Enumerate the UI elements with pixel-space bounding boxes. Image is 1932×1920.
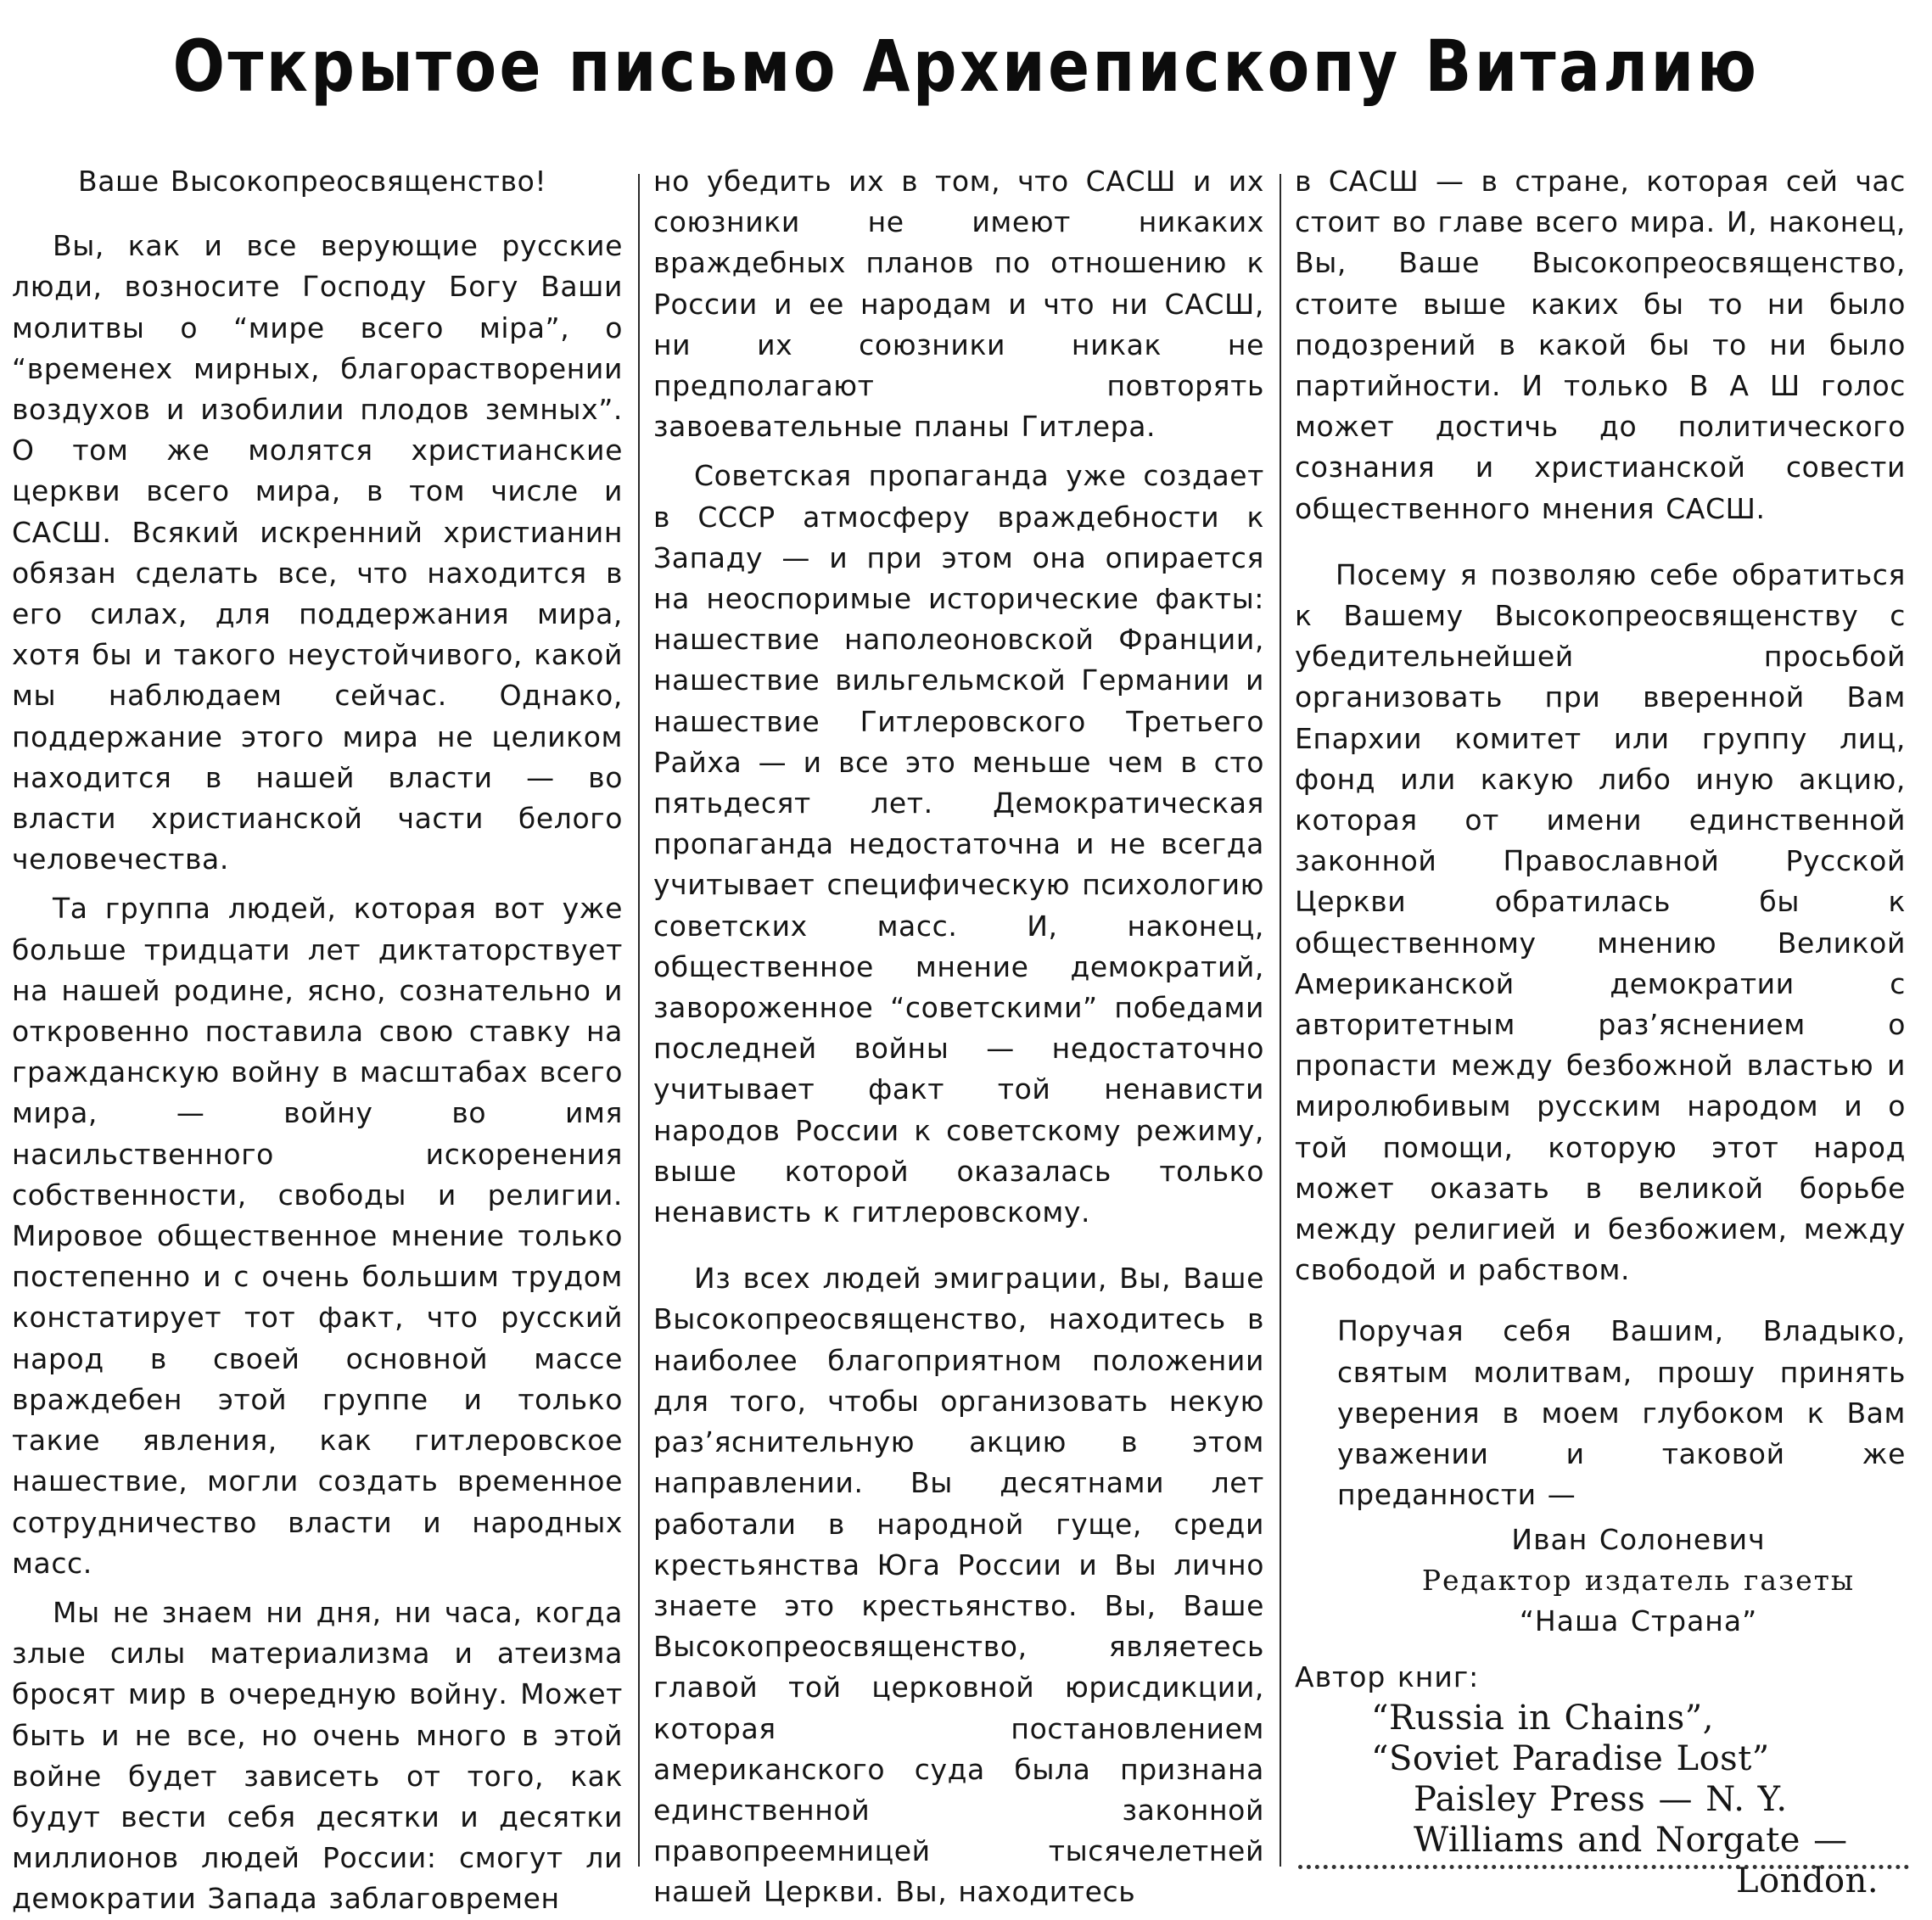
article-column-3 [1295,161,1906,1901]
signer-name: Иван Солоневич [1511,1522,1766,1556]
book-title: “Soviet Paradise Lost” [1371,1739,1770,1779]
book-publisher: Williams and Norgate — [1414,1821,1848,1861]
paragraph: Вы, как и все верующие русские люди, возносите Господу Богу Ваши молитвы о “мире всего міра”, о “временех мирных, благорастворении воздухов и изобилии плодов земных”. О том же молятся христианские церкви всего мира, в том числе и САСШ. Всякий искренний христианин обязан сделать все, что находится в его силах, для поддержания мира, хотя бы и такого неустойчивого, какой мы наблюдаем сейчас. Однако, поддержание этого мира не целиком находится в нашей власти — во власти христианской части белого человечества. [12,229,623,876]
paragraph: Советская пропаганда уже создает в СССР атмосферу враждебности к Западу — и при этом она опирается на неоспоримые исторические факты: нашествие наполеоновской Франции, нашествие вильгельмской Германии и нашествие Гитлеровского Третьего Райха — и все это меньше чем в сто пятьдесят лет. Демократическая пропаганда недостаточна и не всегда учитывает специфическую психологию советских масс. И, наконец, общественное мнение демократий, завороженное “советскими” победами последней войны — недостаточно учитывает факт той ненависти народов России к советскому режиму, выше которой оказалась только ненависть к гитлеровскому. [653,459,1264,1229]
newspaper-name: “Наша Страна” [1519,1604,1758,1637]
paragraph: Посему я позволяю себе обратиться к Вашему Высокопреосвященству с убедительнейшей просьбой организовать при вверенной Вам Епархии комитет или группу лиц, фонд или какую либо иную акцию, которая от имени единственной законной Православной Русской Церкви обратилась бы к общественному мнению Великой Американской демократии с авторитетным раз’яснением о пропасти между безбожной властью и миролюбивым русским народом и о той помощи, которую этот народ может оказать в великой борьбе между религией и безбожием, между свободой и рабством. [1295,557,1906,1287]
paragraph: в САСШ — в стране, которая сей час стоит во главе всего мира. И, наконец, Вы, Ваше Высокопреосвященство, стоите выше каких бы то ни было подозрений в какой бы то ни было партийности. И только В А Ш голос может достичь до политического сознания и христианской совести общественного мнения САСШ. [1295,165,1906,525]
salutation: Ваше Высокопреосвященство! [78,165,547,198]
books-label: Автор книг: [1295,1660,1480,1694]
page-title: Открытое письмо Архиепископу Виталию [172,25,1760,108]
article-column-2 [653,161,1264,1913]
column-divider-1 [638,174,640,1867]
paragraph: но убедить их в том, что САСШ и их союзники не имеют никаких враждебных планов по отношению к России и ее народам и что ни САСШ, ни их союзники никак не предполагают повторять завоевательные планы Гитлера. [653,165,1264,444]
book-title: “Russia in Chains”, [1371,1699,1714,1738]
book-publisher: Paisley Press — N. Y. [1414,1780,1788,1820]
article-column-1 [12,161,623,1920]
signer-title: Редактор издатель газеты [1421,1563,1856,1597]
paragraph: Мы не знаем ни дня, ни часа, когда злые силы материализма и атеизма бросят мир в очередную войну. Может быть и не все, но очень много в этой войне будет зависеть от того, как будут вести себя десятки и десятки миллионов людей России: смогут ли демократии Запада заблаговремен [12,1595,623,1916]
signature-block [1295,1311,1906,1901]
book-publisher-city: London. [1736,1861,1879,1901]
paragraph: Из всех людей эмиграции, Вы, Ваше Высокопреосвященство, находитесь в наиболее благоприятном положении для того, чтобы организовать некую раз’яснительную акцию в этом направлении. Вы десятнами лет работали в народной гуще, среди крестьянства Юга России и Вы лично знаете это крестьянство. Вы, Ваше Высокопреосвященство, являетесь главой той церковной юрисдикции, которая постановлением американского суда была признана единственной законной правопреемницей тысячелетней нашей Церкви. Вы, находитесь [653,1262,1264,1909]
closing-text: Поручая себя Вашим, Владыко, святым молитвам, прошу принять уверения в моем глубоком к Вам уважении и таковой же преданности — [1337,1314,1906,1512]
column-divider-2 [1280,174,1281,1867]
bottom-dotted-border [1298,1865,1909,1869]
paragraph: Та группа людей, которая вот уже больше тридцати лет диктаторствует на нашей родине, ясно, сознательно и откровенно поставила свою ставку на гражданскую войну в масштабах всего мира, — войну во имя насильственного искоренения собственности, свободы и религии. Мировое общественное мнение только постепенно и с очень большим трудом констатирует тот факт, что русский народ в своей основной массе враждебен этой группе и только такие явления, как гитлеровское нашествие, могли создать временное сотрудничество власти и народных масс. [12,892,623,1580]
